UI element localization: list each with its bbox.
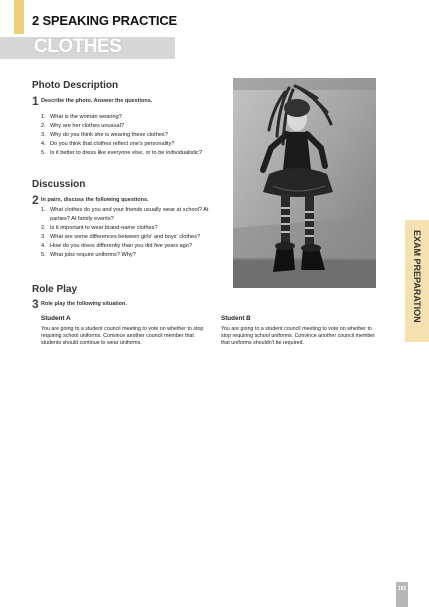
exam-preparation-tab <box>405 220 429 342</box>
photo-illustration <box>233 78 376 288</box>
list-item: 1. What clothes do you and your friends usually wear at school? At parties? At family events? <box>41 207 209 222</box>
section-number: 2 <box>32 193 39 207</box>
list-item: 3. What are some differences between girls' and boys' clothes? <box>41 234 201 240</box>
unit-accent-bar <box>14 0 24 34</box>
list-item: 5. Is it better to dress like everyone else, or to be individualistic? <box>41 150 203 156</box>
list-item: 2. Is it important to wear brand-name clothes? <box>41 225 158 231</box>
photo-description-heading: Photo Description <box>32 80 119 91</box>
photo-description-instruction: Describe the photo. Answer the questions. <box>41 98 153 104</box>
list-item: 5. What jobs require uniforms? Why? <box>41 252 136 258</box>
section-number: 1 <box>32 94 39 108</box>
list-item: 3. Why do you think she is wearing these clothes? <box>41 132 168 138</box>
role-play-instruction: Role play the following situation. <box>41 301 127 307</box>
fashion-photo <box>233 78 376 288</box>
unit-title: 2 SPEAKING PRACTICE <box>32 13 178 28</box>
student-b-label: Student B <box>221 315 251 322</box>
list-item: 1. What is the woman wearing? <box>41 114 122 120</box>
side-tab-label-graphic <box>405 220 429 342</box>
discussion-questions <box>41 206 224 260</box>
side-tab-label: EXAM PREPARATION <box>412 230 422 323</box>
student-a-text: You are going to a student council meeting to vote on whether to stop requiring school uniforms. Convince another council member that students should continue to wear uniforms. <box>41 326 204 346</box>
page-number-box <box>396 582 408 607</box>
role-play-heading: Role Play <box>32 284 78 295</box>
list-item: 4. How do you dress differently than you did five years ago? <box>41 243 192 249</box>
topic-title: CLOTHES <box>34 36 122 57</box>
photo-description-questions <box>41 113 231 158</box>
student-b-text: You are going to a student council meeting to vote on whether to stop requiring school uniforms. Convince another council member that uniforms shouldn't be required. <box>221 326 375 346</box>
section-number: 3 <box>32 297 39 311</box>
list-item: 4. Do you think that clothes reflect one's personality? <box>41 141 175 147</box>
list-item: 2. Why are her clothes unusual? <box>41 123 125 129</box>
discussion-instruction: In pairs, discuss the following questions. <box>41 197 149 203</box>
page-number: 105 <box>397 586 407 592</box>
student-a-label: Student A <box>41 315 71 322</box>
discussion-heading: Discussion <box>32 179 86 190</box>
